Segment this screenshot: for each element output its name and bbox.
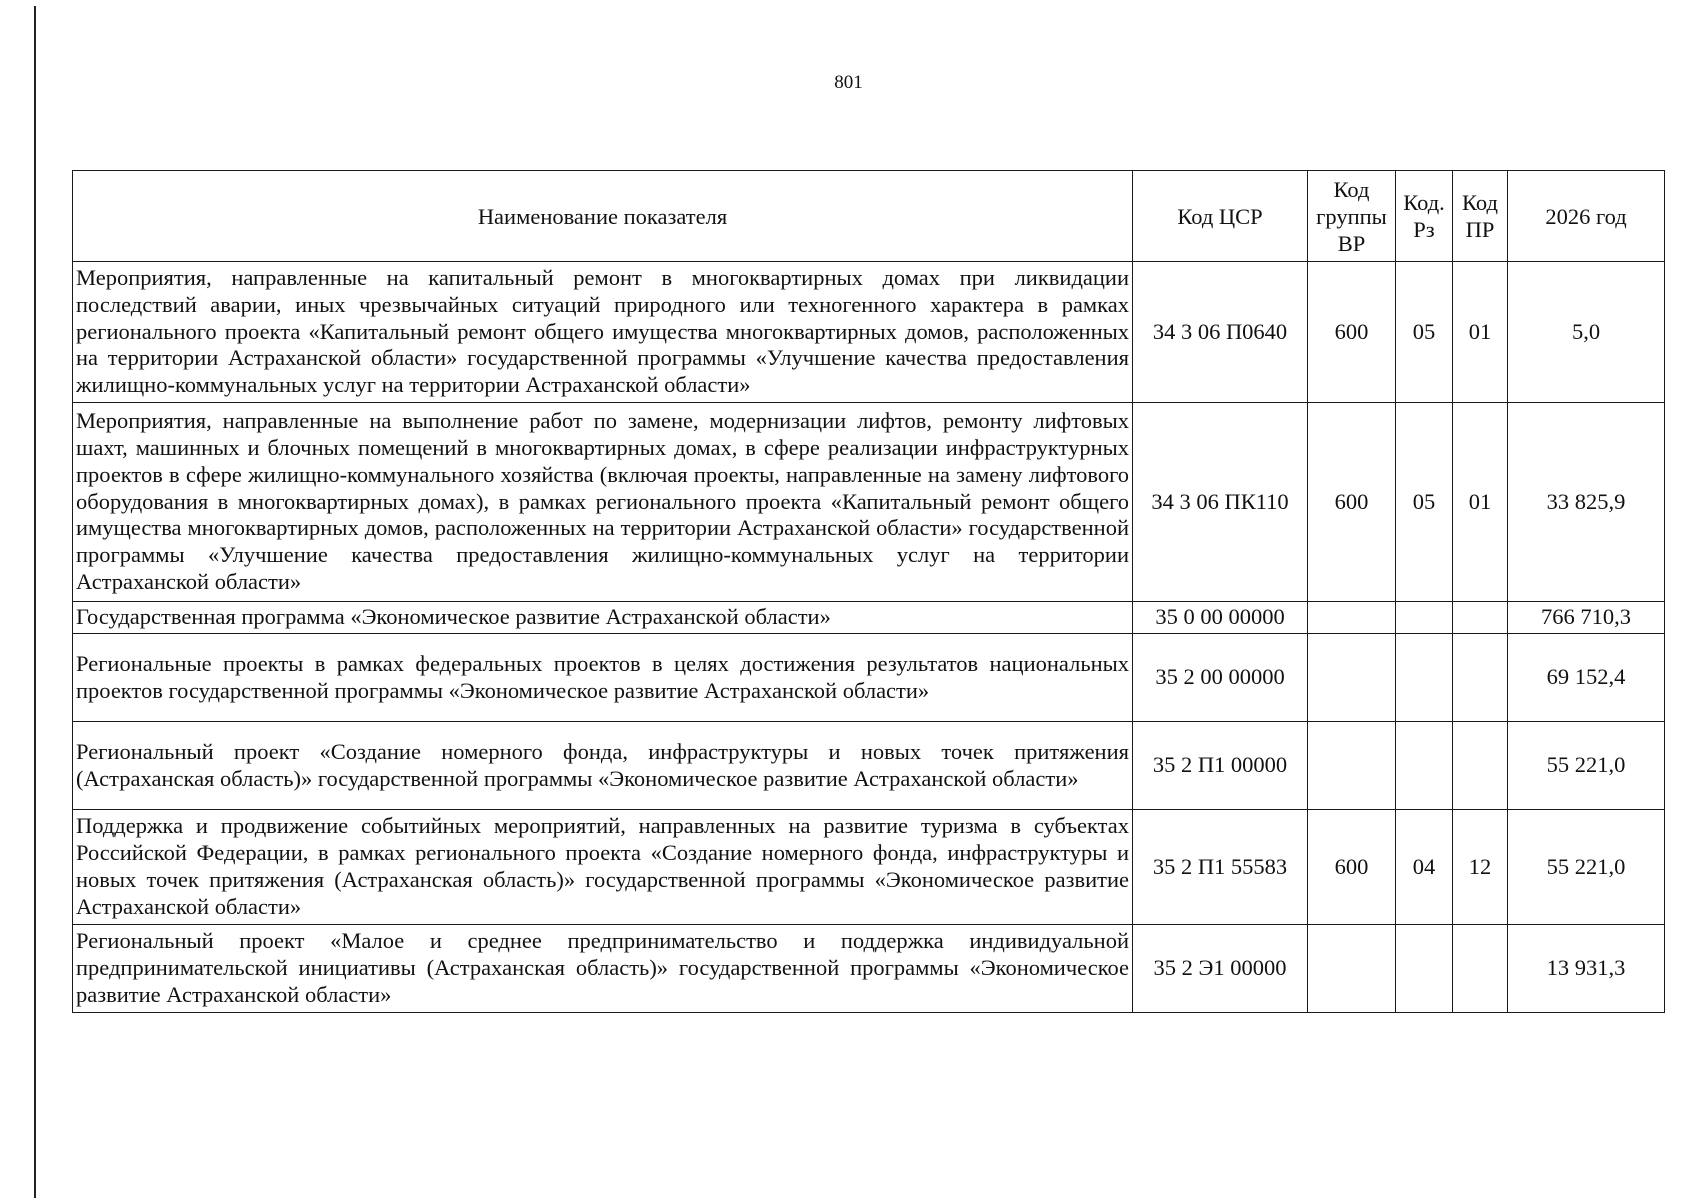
row-amount: 5,0 <box>1508 262 1665 403</box>
row-rz-code <box>1396 925 1453 1013</box>
table-row <box>73 262 1665 403</box>
row-csr-code: 35 2 00 00000 <box>1133 634 1308 722</box>
row-rz-code: 04 <box>1396 810 1453 925</box>
table-row <box>73 722 1665 810</box>
table-row <box>73 403 1665 602</box>
row-amount: 55 221,0 <box>1508 722 1665 810</box>
row-pr-code <box>1453 925 1508 1013</box>
row-pr-code <box>1453 634 1508 722</box>
row-csr-code: 34 3 06 ПК110 <box>1133 403 1308 602</box>
row-csr-code: 35 2 П1 00000 <box>1133 722 1308 810</box>
left-margin-line <box>34 6 36 1198</box>
header-year-2026: 2026 год <box>1508 171 1665 262</box>
row-name: Региональные проекты в рамках федеральных проектов в целях достижения результатов национальных проектов государственной программы «Экономическое развитие Астраханской области» <box>73 634 1133 722</box>
row-rz-code: 05 <box>1396 262 1453 403</box>
header-name: Наименование показателя <box>73 171 1133 262</box>
table-header-row <box>73 171 1665 262</box>
row-rz-code: 05 <box>1396 403 1453 602</box>
row-name: Мероприятия, направленные на капитальный ремонт в многоквартирных домах при ликвидации последствий аварии, иных чрезвычайных ситуаций природного или техногенного характера в рамках регионального проекта «Капитальный ремонт общего имущества многоквартирных домов, расположенных на территории Астраханской области» государственной программы «Улучшение качества предоставления жилищно-коммунальных услуг на территории Астраханской области» <box>73 262 1133 403</box>
row-vr-code <box>1308 722 1396 810</box>
row-amount: 33 825,9 <box>1508 403 1665 602</box>
row-amount: 13 931,3 <box>1508 925 1665 1013</box>
table-row <box>73 925 1665 1013</box>
row-rz-code <box>1396 634 1453 722</box>
header-pr-code: Код ПР <box>1453 171 1508 262</box>
row-vr-code <box>1308 925 1396 1013</box>
header-csr-code: Код ЦСР <box>1133 171 1308 262</box>
row-pr-code: 01 <box>1453 403 1508 602</box>
row-pr-code <box>1453 602 1508 634</box>
row-name: Мероприятия, направленные на выполнение работ по замене, модернизации лифтов, ремонту лифтовых шахт, машинных и блочных помещений в многоквартирных домах, в сфере реализации инфраструктурных проектов в сфере жилищно-коммунального хозяйства (включая проекты, направленные на замену лифтового оборудования в многоквартирных домах), в рамках регионального проекта «Капитальный ремонт общего имущества многоквартирных домов, расположенных на территории Астраханской области» государственной программы «Улучшение качества предоставления жилищно-коммунальных услуг на территории Астраханской области» <box>73 403 1133 602</box>
row-amount: 55 221,0 <box>1508 810 1665 925</box>
row-rz-code <box>1396 602 1453 634</box>
row-pr-code: 01 <box>1453 262 1508 403</box>
table-row <box>73 634 1665 722</box>
table-row <box>73 602 1665 634</box>
row-vr-code: 600 <box>1308 403 1396 602</box>
row-csr-code: 35 2 Э1 00000 <box>1133 925 1308 1013</box>
row-vr-code: 600 <box>1308 262 1396 403</box>
table-row <box>73 810 1665 925</box>
row-amount: 69 152,4 <box>1508 634 1665 722</box>
row-vr-code <box>1308 634 1396 722</box>
row-csr-code: 35 0 00 00000 <box>1133 602 1308 634</box>
header-rz-code: Код. Рз <box>1396 171 1453 262</box>
row-name: Государственная программа «Экономическое развитие Астраханской области» <box>73 602 1133 634</box>
row-name: Поддержка и продвижение событийных мероприятий, направленных на развитие туризма в субъектах Российской Федерации, в рамках регионального проекта «Создание номерного фонда, инфраструктуры и новых точек притяжения (Астраханская область)» государственной программы «Экономическое развитие Астраханской области» <box>73 810 1133 925</box>
row-pr-code <box>1453 722 1508 810</box>
row-csr-code: 35 2 П1 55583 <box>1133 810 1308 925</box>
row-csr-code: 34 3 06 П0640 <box>1133 262 1308 403</box>
header-vr-group-code: Код группы ВР <box>1308 171 1396 262</box>
budget-table <box>72 170 1665 1013</box>
row-amount: 766 710,3 <box>1508 602 1665 634</box>
row-vr-code <box>1308 602 1396 634</box>
row-pr-code: 12 <box>1453 810 1508 925</box>
page-number: 801 <box>834 72 863 93</box>
row-name: Региональный проект «Малое и среднее предпринимательство и поддержка индивидуальной предпринимательской инициативы (Астраханская область)» государственной программы «Экономическое развитие Астраханской области» <box>73 925 1133 1013</box>
row-rz-code <box>1396 722 1453 810</box>
row-vr-code: 600 <box>1308 810 1396 925</box>
row-name: Региональный проект «Создание номерного фонда, инфраструктуры и новых точек притяжения (Астраханская область)» государственной программы «Экономическое развитие Астраханской области» <box>73 722 1133 810</box>
